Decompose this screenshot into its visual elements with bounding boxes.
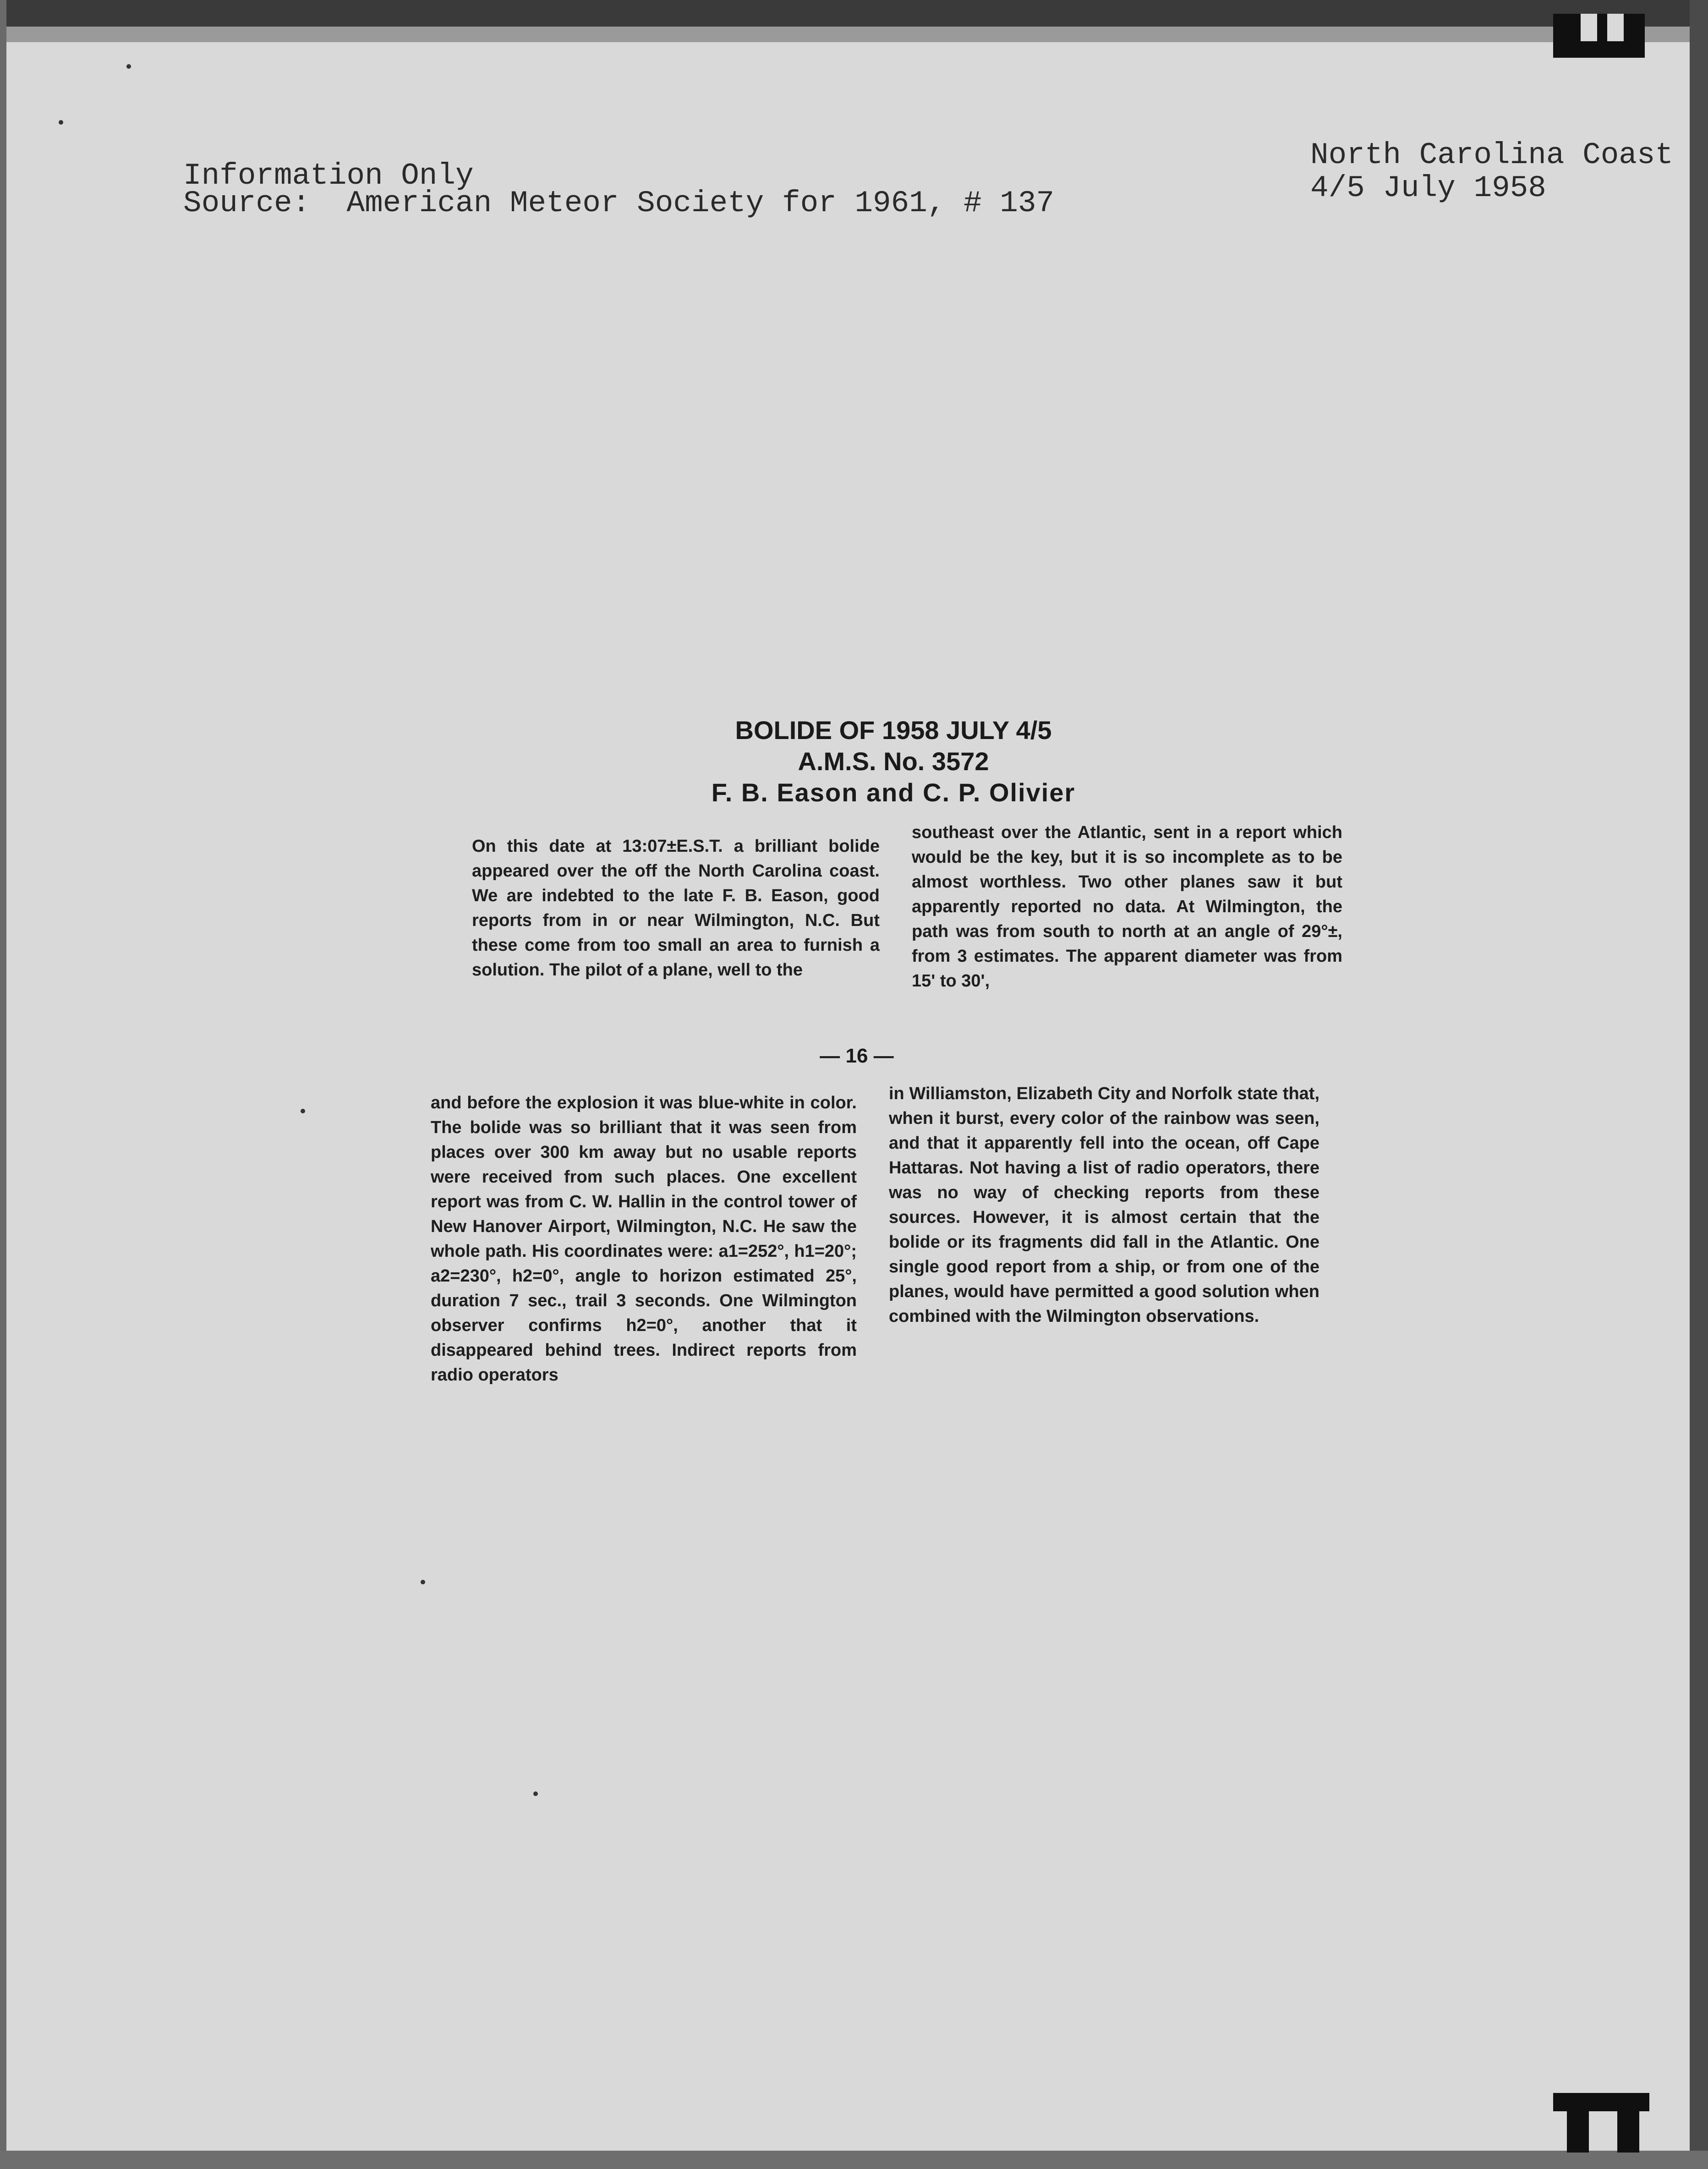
article-title: BOLIDE OF 1958 JULY 4/5 (735, 716, 1052, 745)
paragraph: in Williamston, Elizabeth City and Norfolk state that, when it burst, every color of the rainbow was seen, and that it apparently fell into the ocean, off Cape Hattaras. Not having a list of radio operators, there was no way of checking reports from these sources. However, it is almost certain that the bolide or its fragments did fall in the Atlantic. One single good report from a ship, or from one of the planes, would have permitted a good solution when combined with the Wilmington observations. (889, 1084, 1319, 1326)
page-number: — 16 — (820, 1045, 894, 1067)
source-line (183, 186, 1054, 221)
speck (533, 1791, 538, 1796)
speck (59, 120, 63, 125)
paragraph: On this date at 13:07±E.S.T. a brilliant bolide appeared over the off the North Carolina coast. We are indebted to the late F. B. Eason, good reports from in or near Wilmington, N.C. But these come from too small an area to furnish a solution. The pilot of a plane, well to the (472, 837, 880, 980)
column-2-bottom (889, 1081, 1319, 1329)
film-border-top-inner (0, 27, 1708, 42)
date-label: 4/5 July 1958 (1310, 171, 1546, 205)
paragraph: southeast over the Atlantic, sent in a report which would be the key, but it is so incomplete as to be almost worthless. Two other planes saw it but apparently reported no data. At Wilmington, the path was from south to north at an angle of 29°±, from 3 estimates. The apparent diameter was from 15' to 30', (912, 823, 1342, 991)
source-label: Source: (183, 186, 311, 220)
info-only-line: Information Only (183, 159, 474, 193)
registration-mark-top (1553, 14, 1645, 58)
source-text: American Meteor Society for 1961, # 137 (346, 186, 1055, 220)
article-authors: F. B. Eason and C. P. Olivier (711, 778, 1076, 807)
film-border-right (1690, 0, 1708, 2169)
film-border-left (0, 0, 6, 2169)
ams-number: A.M.S. No. 3572 (798, 747, 989, 776)
film-border-top (0, 0, 1708, 27)
column-1-bottom (431, 1090, 857, 1387)
location-label: North Carolina Coast (1310, 138, 1674, 172)
article-heading (687, 715, 1100, 808)
speck (421, 1580, 425, 1584)
registration-mark-bottom (1553, 2093, 1649, 2153)
column-1-top (472, 834, 880, 982)
column-2-top (912, 820, 1342, 993)
speck (301, 1109, 305, 1113)
speck (126, 64, 131, 69)
film-border-bottom (0, 2151, 1708, 2169)
paragraph: and before the explosion it was blue-white in color. The bolide was so brilliant that it was seen from places over 300 km away but no usable reports were received from such places. One excellent report was from C. W. Hallin in the control tower of New Hanover Airport, Wilmington, N.C. He saw the whole path. His coordinates were: a1=252°, h1=20°; a2=230°, h2=0°, angle to horizon estimated 25°, duration 7 sec., trail 3 seconds. One Wilmington observer confirms h2=0°, another that it disappeared behind trees. Indirect reports from radio operators (431, 1093, 857, 1385)
